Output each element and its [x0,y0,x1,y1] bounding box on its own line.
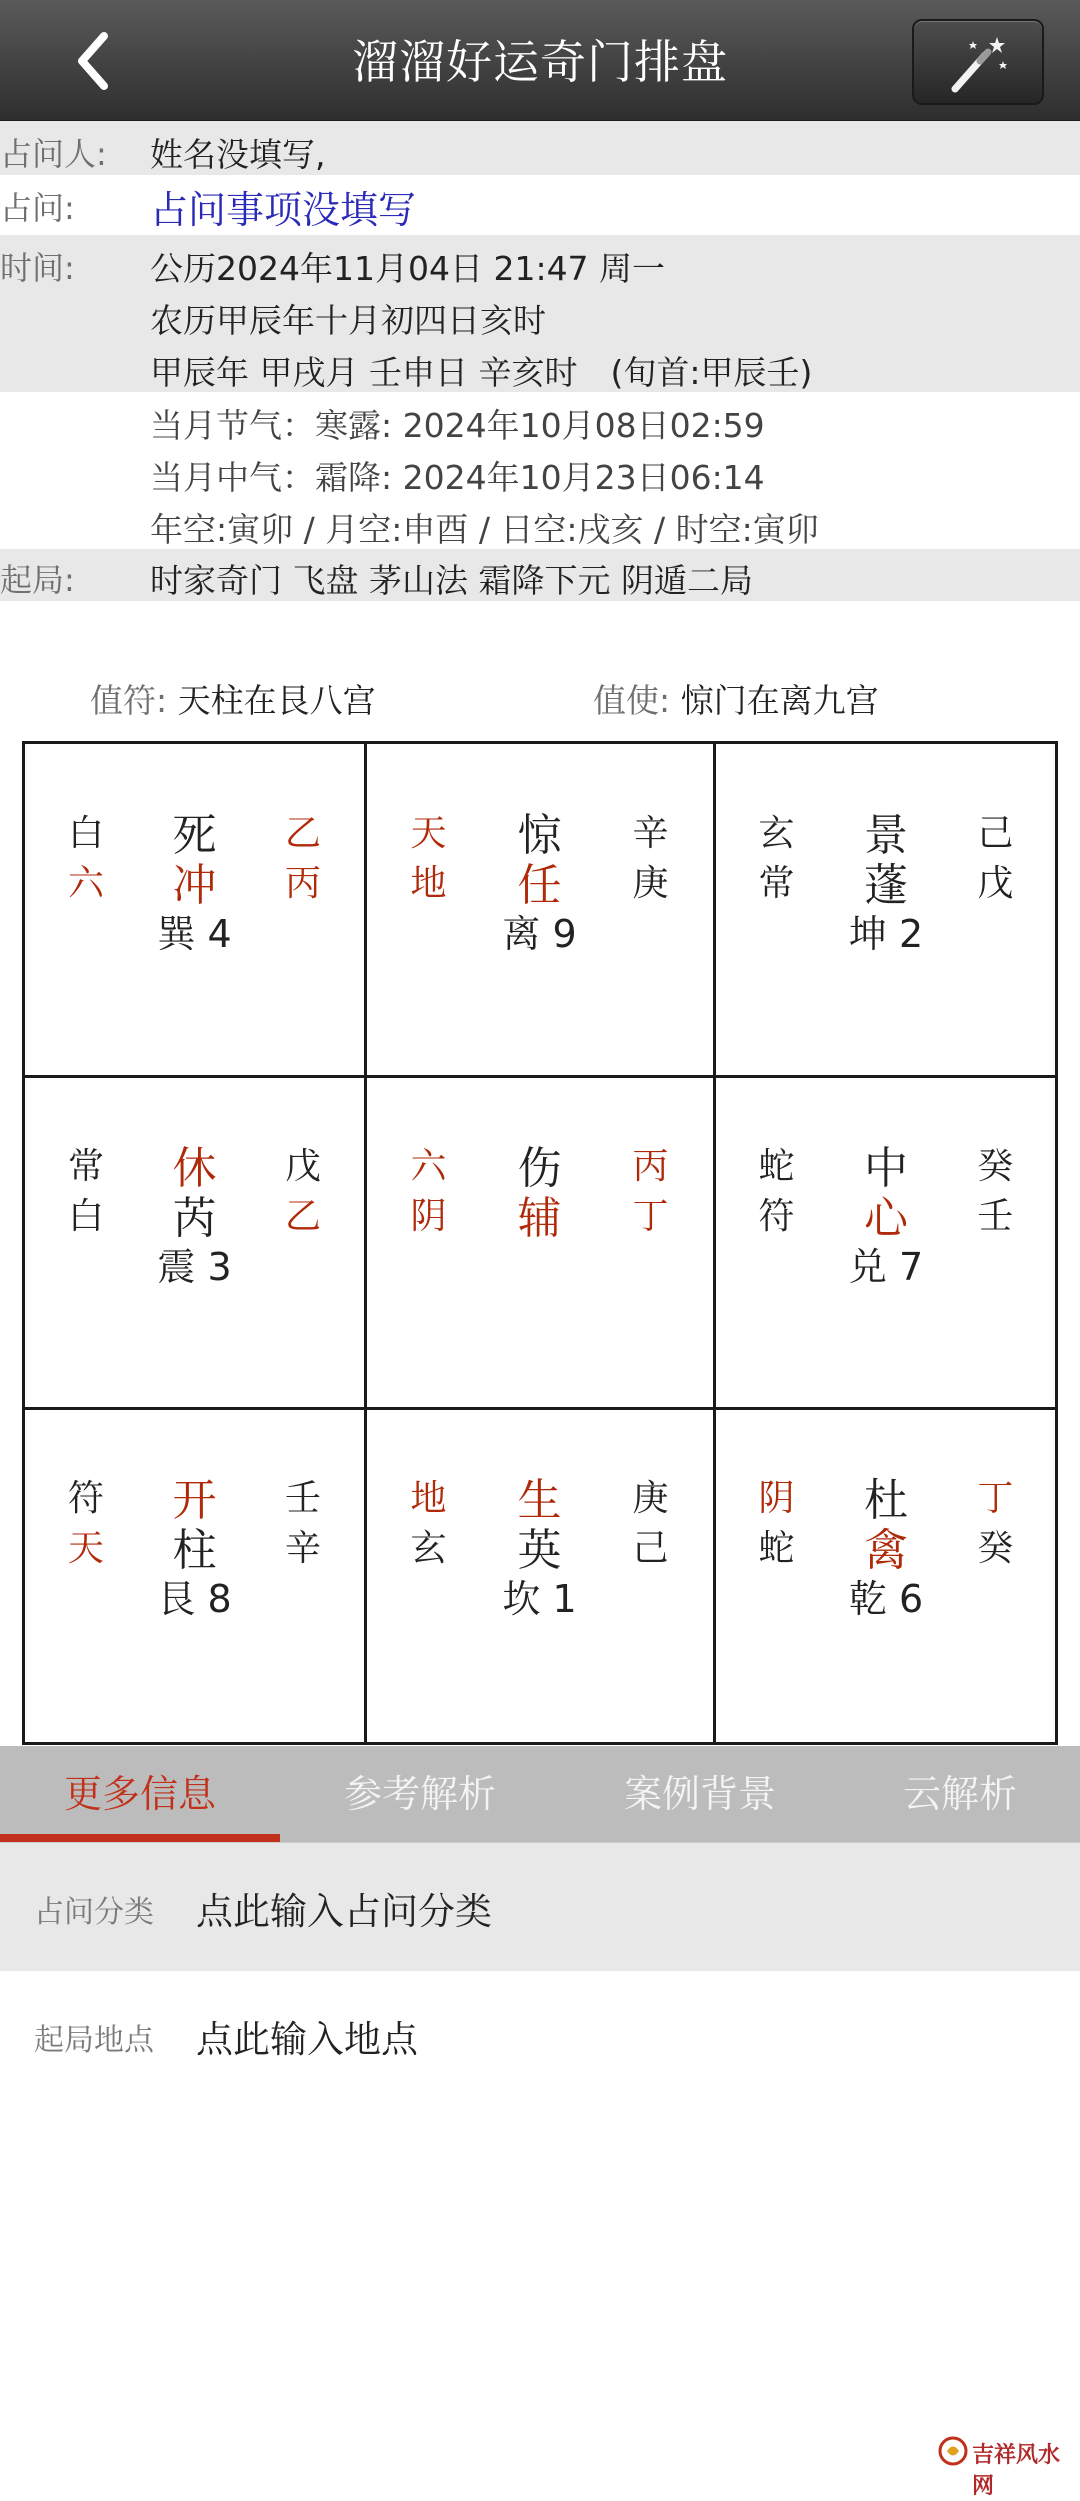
palace-glyph-tr: 癸 [977,1146,1014,1187]
palace-glyph-tm: 开 [172,1475,217,1526]
palace-glyph-bl: 阴 [410,1196,447,1237]
palace-glyph-tr: 辛 [632,813,669,854]
palace-glyph-tr: 己 [977,813,1014,854]
asker-value: 姓名没填写, [150,135,326,174]
active-tab-indicator [0,1834,280,1842]
category-field[interactable] [0,1843,1080,1971]
place-label: 起局地点 [34,2023,154,2058]
palace-glyph-bm: 禽 [864,1525,908,1576]
grid-divider [25,1075,1055,1078]
time-ganzhi: 甲辰年 甲戌月 壬申日 辛亥时 (旬首:甲辰壬) [150,353,813,392]
palace-glyph-br: 丁 [632,1196,669,1237]
palace-glyph-br: 辛 [284,1528,321,1569]
zhi-shi [593,675,879,722]
zhi-shi-label: 值使: [593,681,671,720]
palace-glyph-bl: 符 [758,1196,795,1237]
palace-glyph-tm: 杜 [864,1475,908,1526]
palace-number: 兑 7 [848,1245,924,1289]
page-title: 溜溜好运奇门排盘 [352,35,728,89]
zhi-fu-value: 天柱在艮八宫 [177,681,376,720]
palace-glyph-tr: 丁 [977,1478,1014,1519]
magic-wand-icon [947,33,1011,95]
palace-glyph-br: 己 [632,1528,669,1569]
category-label: 占问分类 [34,1895,154,1930]
start-label: 起局: [0,561,75,599]
palace-glyph-tm: 景 [864,810,908,861]
palace-glyph-br: 癸 [977,1528,1014,1569]
tab-cloud-analysis[interactable]: 云解析 [902,1772,1017,1816]
palace-glyph-tl: 阴 [758,1478,795,1519]
magic-wand-button[interactable] [912,19,1044,105]
palace-glyph-tl: 六 [410,1146,447,1187]
palace-glyph-bl: 玄 [410,1528,447,1569]
palace-glyph-tl: 符 [68,1478,105,1519]
tab-reference-analysis[interactable]: 参考解析 [343,1772,496,1816]
palace-glyph-br: 乙 [284,1196,321,1237]
category-input[interactable]: 点此输入占问分类 [196,1890,492,1933]
palace-glyph-tm: 伤 [517,1143,562,1194]
palace-glyph-bm: 柱 [172,1525,217,1576]
time-label: 时间: [0,249,75,287]
palace-glyph-bm: 冲 [172,860,217,911]
palace-glyph-br: 壬 [977,1196,1014,1237]
tab-more-info[interactable]: 更多信息 [63,1772,216,1816]
solar-terms-row [0,392,1080,549]
grid-divider [713,744,716,1742]
palace-glyph-br: 戊 [977,863,1014,904]
tab-bar [0,1746,1080,1842]
palace-glyph-bl: 天 [68,1528,105,1569]
palace-glyph-tr: 戊 [284,1146,321,1187]
place-field[interactable] [0,1971,1080,2099]
palace-glyph-tr: 乙 [284,813,321,854]
palace-glyph-tl: 蛇 [758,1146,795,1187]
palace-glyph-br: 庚 [632,863,669,904]
grid-divider [25,1407,1055,1410]
palace-glyph-bl: 地 [410,863,447,904]
start-row [0,549,1080,601]
asker-row [0,121,1080,175]
asker-label: 占问人: [0,135,107,173]
question-row [0,175,1080,235]
palace-glyph-tl: 常 [68,1146,105,1187]
palace-glyph-tm: 中 [864,1143,908,1194]
palace-glyph-bl: 六 [68,863,105,904]
palace-glyph-tl: 玄 [758,813,795,854]
zhi-fu [90,675,376,722]
palace-glyph-bm: 心 [864,1193,908,1244]
palace-glyph-tm: 生 [517,1475,562,1526]
palace-number: 艮 8 [157,1577,232,1621]
palace-glyph-bm: 蓬 [864,860,908,911]
palace-glyph-bl: 常 [758,863,795,904]
question-value[interactable]: 占问事项没填写 [150,188,417,232]
place-input[interactable]: 点此输入地点 [196,2018,418,2061]
palace-number: 坎 1 [502,1577,577,1621]
site-logo-icon [938,2436,968,2466]
nine-palace-grid [22,741,1058,1745]
palace-glyph-bl: 白 [68,1196,105,1237]
palace-glyph-br: 丙 [284,863,321,904]
palace-glyph-tr: 丙 [632,1146,669,1187]
palace-glyph-tr: 庚 [632,1478,669,1519]
time-lunar: 农历甲辰年十月初四日亥时 [150,301,546,340]
watermark-text: 吉祥风水网 [972,2442,1061,2499]
palace-glyph-tr: 壬 [284,1478,321,1519]
palace-number: 巽 4 [157,912,232,956]
grid-divider [364,744,367,1742]
tab-case-background[interactable]: 案例背景 [623,1772,776,1816]
zhi-shi-value: 惊门在离九宫 [680,681,879,720]
palace-number: 坤 2 [848,912,924,956]
palace-number: 离 9 [502,912,577,956]
palace-number: 震 3 [157,1245,232,1289]
zhi-fu-label: 值符: [90,681,168,720]
chart-info [0,121,1080,601]
palace-glyph-tl: 地 [410,1478,447,1519]
palace-glyph-tl: 白 [68,813,105,854]
palace-glyph-bl: 蛇 [758,1528,795,1569]
palace-glyph-bm: 任 [517,860,562,911]
solar-term-zhong: 当月中气：霜降: 2024年10月23日06:14 [150,458,765,497]
palace-number: 乾 6 [848,1577,924,1621]
palace-glyph-bm: 芮 [172,1193,217,1244]
time-row [0,235,1080,392]
palace-glyph-bm: 英 [517,1525,562,1576]
palace-glyph-bm: 辅 [517,1193,562,1244]
palace-glyph-tm: 惊 [517,810,562,861]
start-value: 时家奇门 飞盘 茅山法 霜降下元 阴遁二局 [150,561,753,600]
palace-glyph-tm: 休 [172,1143,217,1194]
time-solar: 公历2024年11月04日 21:47 周一 [150,249,666,288]
palace-glyph-tm: 死 [172,810,217,861]
void-branches: 年空:寅卯 / 月空:申酉 / 日空:戌亥 / 时空:寅卯 [150,510,819,549]
palace-glyph-tl: 天 [410,813,447,854]
question-label: 占问: [0,189,75,227]
app-header [0,0,1080,121]
solar-term-jie: 当月节气：寒露: 2024年10月08日02:59 [150,406,765,445]
